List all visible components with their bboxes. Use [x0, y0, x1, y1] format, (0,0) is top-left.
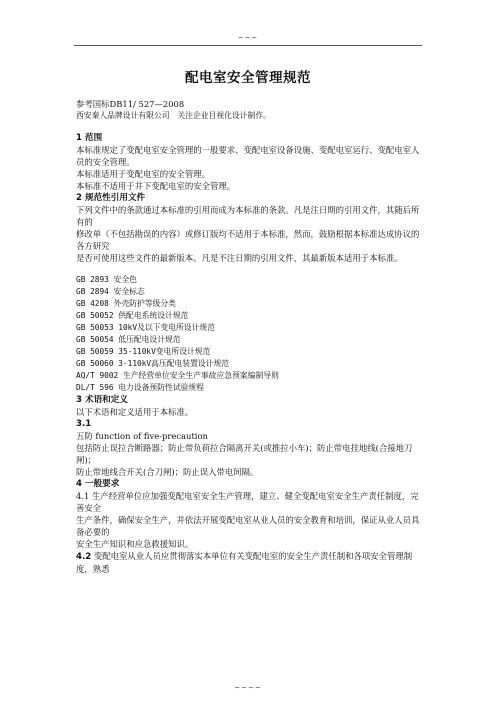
section-4-paragraph: 4.1 生产经营单位应加强变配电室安全生产管理，建立、健全变配电室安全生产责任制度，完善安全	[76, 491, 419, 513]
section-4-2-paragraph	[76, 550, 422, 575]
reference-standard: 参考国标DB11/ 527—2008	[76, 99, 185, 109]
section-2-paragraph: 下列文件中的条款通过本标准的引用而成为本标准的条款。凡是注日期的引用文件，其随后所有的	[76, 205, 420, 227]
term-name: 五防 function of five-precaution	[76, 431, 208, 441]
company-line: 西安秦人品牌设计有限公司 关注企业目视化设计制作。	[76, 111, 271, 120]
page-footer-mark: ~~~~	[234, 684, 262, 692]
reference-item: AQ/T 9002 生产经营单位安全生产事故应急预案编制导则	[76, 371, 279, 380]
reference-item: GB 50054 低压配电设计规范	[76, 335, 181, 344]
reference-item: GB 2893 安全色	[76, 275, 137, 284]
section-2-heading: 2 规范性引用文件	[76, 193, 146, 203]
reference-item: GB 50053 10kV及以下变电所设计规范	[76, 323, 215, 332]
section-4-paragraph: 安全生产知识和应急救援知识。	[76, 539, 194, 549]
reference-item: GB 50060 3-110kV高压配电装置设计规范	[76, 359, 230, 368]
section-1-paragraph: 本标准适用于变配电室的安全管理。	[76, 169, 210, 179]
section-3-intro: 以下术语和定义适用于本标准。	[76, 407, 194, 417]
term-definition: 包括防止误拉合断路器；防止带负荷拉合隔离开关(或推拉小车)；防止带电挂地线(合接地刀闸)；	[76, 443, 413, 465]
reference-item: GB 50052 供配电系统设计规范	[76, 311, 189, 320]
section-2-paragraph: 修改单（不包括勘误的内容）或修订版均不适用于本标准，然而，鼓励根据本标准达成协议的各方研究	[76, 229, 420, 251]
term-definition: 防止带地线合开关(合刀闸)；防止误入带电间隔。	[76, 467, 259, 477]
page-header-mark: ~~~	[237, 34, 259, 42]
clause-text: 变配电室从业人员应贯彻落实本单位有关变配电室的安全生产责任制和各项安全管理制度，熟悉	[76, 551, 413, 574]
reference-item: GB 50059 35-110kV变电所设计规范	[76, 347, 211, 356]
header-divider	[74, 45, 422, 46]
section-3-1-heading: 3.1	[76, 419, 92, 429]
document-body	[76, 98, 422, 575]
section-1-heading: 1 范围	[76, 133, 103, 143]
section-1-paragraph: 本标准规定了变配电室安全管理的一般要求、变配电室设备设施、变配电室运行、变配电室人员的安全管理。	[76, 145, 420, 167]
reference-item: DL/T 596 电力设备预防性试验规程	[76, 383, 205, 392]
document-title: 配电室安全管理规范	[185, 70, 311, 86]
section-3-heading: 3 术语和定义	[76, 395, 128, 405]
section-1-paragraph: 本标准不适用于井下变配电室的安全管理。	[76, 181, 236, 191]
section-4-heading: 4 一般要求	[76, 479, 120, 489]
reference-item: GB 2894 安全标志	[76, 287, 145, 296]
section-2-paragraph: 是否可使用这些文件的最新版本。凡是不注日期的引用文件，其最新版本适用于本标准。	[76, 253, 403, 263]
section-4-paragraph: 生产条件，确保安全生产，并依法开展变配电室从业人员的安全教育和培训，保证从业人员具备必要的	[76, 515, 420, 537]
clause-number: 4.2	[76, 552, 92, 562]
reference-item: GB 4208 外壳防护等级分类	[76, 299, 176, 308]
